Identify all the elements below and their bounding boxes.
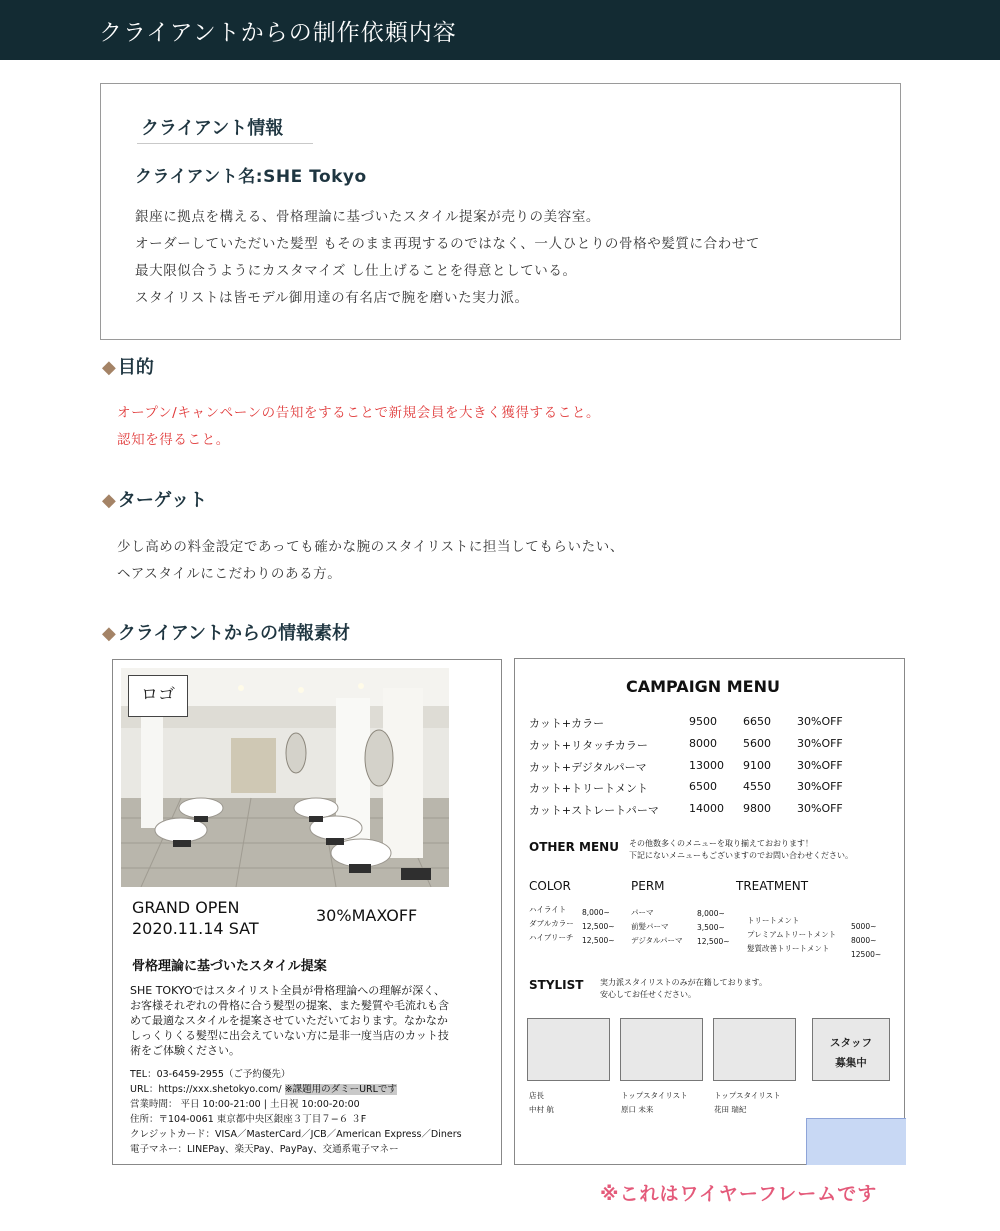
salon-photo [121, 668, 449, 887]
staff-name: 花田 瑞紀 [714, 1105, 747, 1114]
materials-title-text: クライアントからの情報素材 [117, 623, 351, 644]
client-info-box [100, 83, 901, 340]
other-menu-note: その他数多くのメニューを取り揃えておおります！ [629, 839, 813, 848]
staff-recruit-box [812, 1018, 890, 1081]
campaign-item-sale: 9100 [743, 759, 771, 772]
open-date: 2020.11.14 SAT [132, 919, 259, 938]
diamond-bullet-icon: ◆ [102, 623, 116, 644]
flyer-headline: 骨格理論に基づいたスタイル提案 [132, 959, 327, 974]
diamond-bullet-icon: ◆ [102, 490, 116, 511]
campaign-item-name: カット+カラー [529, 717, 605, 730]
campaign-item-price: 6500 [689, 780, 717, 793]
diamond-bullet-icon: ◆ [102, 357, 116, 378]
target-line: 少し高めの料金設定であっても確かな腕のスタイリストに担当してもらいたい、 [117, 539, 624, 555]
flyer-tel: TEL：03-6459-2955（ご予約優先） [130, 1069, 291, 1080]
target-title-text: ターゲット [117, 490, 208, 511]
flyer-body-line: めて最適なスタイルを提案させていただいております。なかなか [130, 1014, 448, 1027]
treatment-item: プレミアムトリートメント [747, 930, 837, 939]
selection-highlight [806, 1118, 906, 1165]
purpose-title-text: 目的 [117, 357, 154, 378]
campaign-item-name: カット+デジタルパーマ [529, 761, 647, 774]
campaign-item-name: カット+トリートメント [529, 782, 648, 795]
staff-photo-placeholder [620, 1018, 703, 1081]
color-item: ダブルカラー [529, 919, 574, 928]
campaign-item-sale: 9800 [743, 802, 771, 815]
campaign-item-price: 14000 [689, 802, 724, 815]
materials-section-title [102, 619, 350, 645]
client-description-line: 銀座に拠点を構える、骨格理論に基づいたスタイル提案が売りの美容室。 [135, 209, 601, 225]
client-description-line: 最大限似合うようにカスタマイズ し仕上げることを得意としている。 [135, 263, 577, 279]
client-description-line: オーダーしていただいた髪型 もそのまま再現するのではなく、一人ひとりの骨格や髪質に合わせて [135, 236, 761, 252]
client-name: クライアント名:SHE Tokyo [135, 167, 367, 187]
perm-price: 3,500~ [697, 923, 725, 932]
campaign-item-price: 8000 [689, 737, 717, 750]
campaign-menu-title: CAMPAIGN MENU [626, 677, 780, 696]
stylist-note: 実力派スタイリストのみが在籍しております。 [600, 978, 768, 987]
other-menu-label: OTHER MENU [529, 840, 619, 854]
grand-open-title: GRAND OPEN [132, 898, 240, 917]
staff-name: 中村 航 [529, 1105, 554, 1114]
flyer-address: 住所：〒104-0061 東京都中央区銀座３丁目７−６ ３F [130, 1114, 367, 1125]
staff-role: 店長 [529, 1091, 544, 1100]
flyer-hours: 営業時間： 平日 10:00-21:00 | 土日祝 10:00-20:00 [130, 1099, 360, 1110]
perm-item: 前髪パーマ [631, 922, 669, 931]
flyer-body-line: しっくりくる髪型に出会えていない方に是非一度当店のカット技 [130, 1029, 449, 1042]
flyer-credit: クレジットカード：VISA／MasterCard／JCB／American Express／Diners [130, 1129, 462, 1140]
page-header [0, 0, 1000, 60]
treatment-item: トリートメント [747, 916, 800, 925]
dummy-url-note: ※課題用のダミーURLです [284, 1084, 397, 1095]
color-price: 8,000~ [582, 908, 610, 917]
perm-price: 8,000~ [697, 909, 725, 918]
flyer-emoney: 電子マネー：LINEPay、楽天Pay、PayPay、交通系電子マネー [130, 1144, 399, 1155]
flyer-body-line: お客様それぞれの骨格に合う髪型の提案、また髪質や毛流れも含 [130, 999, 449, 1012]
campaign-item-off: 30%OFF [797, 759, 843, 772]
target-line: ヘアスタイルにこだわりのある方。 [117, 566, 342, 582]
logo-placeholder: ロゴ [128, 675, 188, 717]
campaign-item-sale: 5600 [743, 737, 771, 750]
campaign-item-off: 30%OFF [797, 780, 843, 793]
color-item: ハイブリーチ [529, 933, 574, 942]
campaign-item-off: 30%OFF [797, 802, 843, 815]
treatment-price: 12500~ [851, 950, 882, 959]
campaign-item-sale: 4550 [743, 780, 771, 793]
perm-item: パーマ [631, 908, 654, 917]
recruit-text: 募集中 [835, 1057, 867, 1069]
campaign-item-name: カット+ストレートパーマ [529, 804, 659, 817]
treatment-price: 8000~ [851, 936, 877, 945]
staff-name: 原口 未来 [621, 1105, 654, 1114]
client-info-heading: クライアント情報 [137, 114, 313, 144]
wireframe-note: ※これはワイヤーフレームです [600, 1183, 878, 1205]
color-category-label: COLOR [529, 879, 571, 893]
flyer-body-line: 術をご体験ください。 [130, 1044, 240, 1057]
perm-price: 12,500~ [697, 937, 730, 946]
campaign-item-price: 9500 [689, 715, 717, 728]
color-price: 12,500~ [582, 922, 615, 931]
campaign-item-off: 30%OFF [797, 715, 843, 728]
treatment-price: 5000~ [851, 922, 877, 931]
perm-category-label: PERM [631, 879, 665, 893]
discount-text: 30%MAXOFF [316, 906, 418, 925]
recruit-text: スタッフ [830, 1037, 872, 1049]
color-item: ハイライト [529, 905, 567, 914]
target-section-title [102, 486, 207, 512]
campaign-item-off: 30%OFF [797, 737, 843, 750]
campaign-item-name: カット+リタッチカラー [529, 739, 648, 752]
other-menu-note: 下記にないメニューもございますのでお問い合わせください。 [629, 851, 853, 860]
staff-role: トップスタイリスト [621, 1091, 688, 1100]
color-price: 12,500~ [582, 936, 615, 945]
flyer-url: URL：https://xxx.shetokyo.com/ [130, 1084, 285, 1095]
client-description-line: スタイリストは皆モデル御用達の有名店で腕を磨いた実力派。 [135, 290, 529, 306]
staff-photo-placeholder [713, 1018, 796, 1081]
purpose-line: 認知を得ること。 [117, 432, 230, 448]
perm-item: デジタルパーマ [631, 936, 683, 945]
treatment-category-label: TREATMENT [736, 879, 809, 893]
menu-wireframe [514, 658, 905, 1165]
stylist-label: STYLIST [529, 978, 584, 992]
flyer-body-line: SHE TOKYOではスタイリスト全員が骨格理論への理解が深く、 [130, 984, 446, 997]
purpose-section-title [102, 353, 154, 379]
campaign-item-sale: 6650 [743, 715, 771, 728]
stylist-note: 安心してお任せください。 [600, 990, 696, 999]
staff-photo-placeholder [527, 1018, 610, 1081]
page-title: クライアントからの制作依頼内容 [99, 20, 457, 46]
flyer-url-line [130, 1081, 397, 1095]
flyer-wireframe [112, 659, 502, 1165]
campaign-item-price: 13000 [689, 759, 724, 772]
treatment-item: 髪質改善トリートメント [747, 944, 830, 953]
purpose-line: オープン/キャンペーンの告知をすることで新規会員を大きく獲得すること。 [117, 405, 601, 421]
staff-role: トップスタイリスト [714, 1091, 781, 1100]
